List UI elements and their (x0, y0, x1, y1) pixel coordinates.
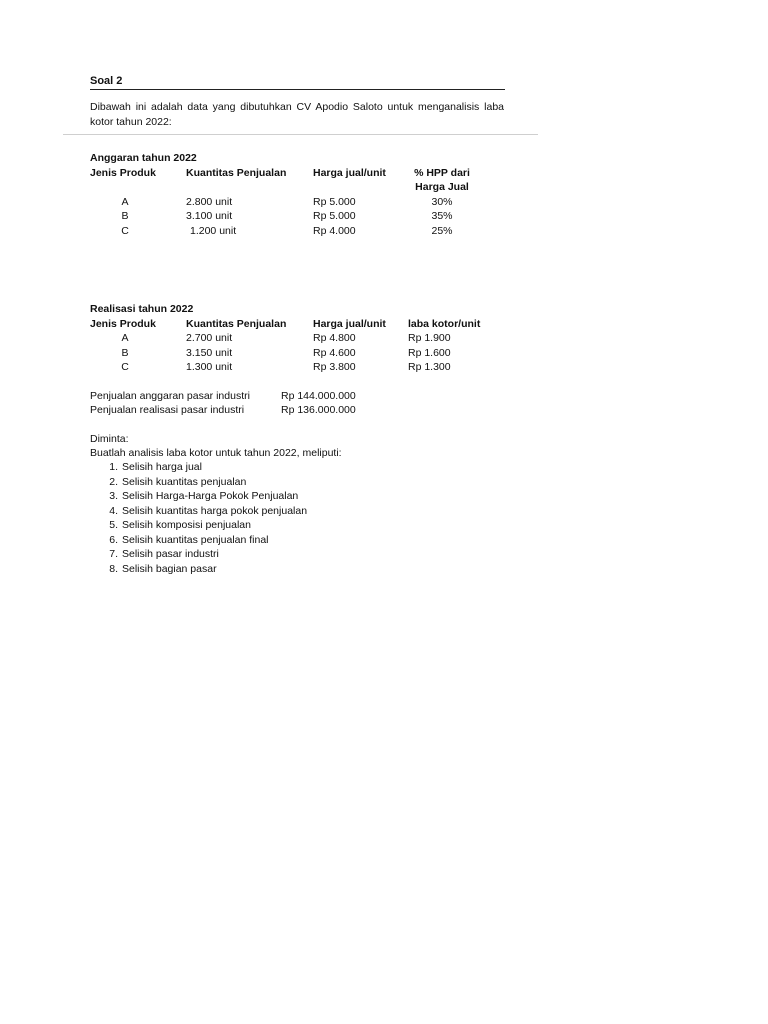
cell-profit: Rp 1.300 (408, 361, 451, 373)
divider (63, 134, 538, 135)
list-number: 6. (109, 533, 118, 546)
header-price: Harga jual/unit (313, 167, 386, 179)
list-text: Selisih kuantitas harga pokok penjualan (122, 504, 308, 517)
cell-quantity: 2.800 unit (186, 196, 233, 208)
intro-paragraph: Dibawah ini adalah data yang dibutuhkan CV Apodio Saloto untuk menganalisis laba kotor tahun 2022: (90, 101, 504, 128)
list-text: Selisih bagian pasar (122, 562, 217, 575)
table-row (0, 346, 768, 360)
list-number: 5. (109, 519, 118, 531)
list-number: 7. (109, 548, 118, 560)
table-row (0, 209, 768, 223)
list-number: 3. (109, 490, 118, 502)
budget-header-row-2 (0, 180, 768, 194)
asked-title: Diminta: (90, 433, 129, 445)
page-title: Soal 2 (90, 74, 505, 90)
budget-header-row (0, 166, 768, 180)
cell-quantity: 1.300 unit (186, 361, 233, 373)
list-item (109, 460, 307, 475)
cell-product: A (121, 196, 129, 208)
realization-title: Realisasi tahun 2022 (90, 303, 194, 315)
task-list (90, 460, 307, 576)
list-item (109, 504, 308, 519)
cell-quantity: 3.100 unit (186, 210, 233, 222)
market-value: Rp 136.000.000 (281, 404, 356, 416)
cell-quantity: 1.200 unit (190, 225, 237, 237)
list-item (109, 547, 307, 562)
cell-hpp: 35% (431, 210, 453, 222)
asked-instruction: Buatlah analisis laba kotor untuk tahun 2022, meliputi: (90, 447, 342, 459)
realization-header-row (0, 317, 768, 331)
header-hpp: % HPP dari (414, 167, 470, 179)
header-product: Jenis Produk (90, 167, 156, 179)
list-number: 2. (109, 475, 118, 488)
cell-quantity: 2.700 unit (186, 332, 233, 344)
cell-price: Rp 4.600 (313, 347, 356, 359)
cell-product: B (121, 347, 129, 359)
header-quantity: Kuantitas Penjualan (186, 318, 287, 330)
cell-price: Rp 3.800 (313, 361, 356, 373)
list-number: 4. (109, 504, 118, 517)
list-text: Selisih kuantitas penjualan (122, 475, 247, 488)
header-price: Harga jual/unit (313, 318, 386, 330)
market-label: Penjualan realisasi pasar industri (90, 404, 245, 416)
header-quantity: Kuantitas Penjualan (186, 167, 287, 179)
cell-profit: Rp 1.600 (408, 347, 451, 359)
budget-title: Anggaran tahun 2022 (90, 152, 197, 164)
list-item (109, 533, 307, 548)
table-row (0, 224, 768, 238)
cell-price: Rp 5.000 (313, 210, 356, 222)
cell-price: Rp 4.800 (313, 332, 356, 344)
list-text: Selisih harga jual (122, 461, 202, 473)
cell-profit: Rp 1.900 (408, 332, 451, 344)
list-text: Selisih Harga-Harga Pokok Penjualan (122, 490, 299, 502)
cell-product: C (121, 225, 129, 237)
list-text: Selisih kuantitas penjualan final (122, 533, 269, 546)
list-item (109, 562, 307, 577)
cell-price: Rp 4.000 (313, 225, 356, 237)
market-row (0, 389, 768, 403)
list-text: Selisih komposisi penjualan (122, 519, 251, 531)
cell-product: A (121, 332, 129, 344)
cell-hpp: 30% (431, 196, 453, 208)
cell-quantity: 3.150 unit (186, 347, 233, 359)
table-row (0, 195, 768, 209)
cell-hpp: 25% (431, 225, 453, 237)
header-hpp-line2: Harga Jual (415, 181, 469, 193)
list-text: Selisih pasar industri (122, 548, 219, 560)
list-number: 8. (109, 562, 118, 575)
header-profit: laba kotor/unit (408, 318, 481, 330)
market-label: Penjualan anggaran pasar industri (90, 390, 250, 402)
cell-price: Rp 5.000 (313, 196, 356, 208)
cell-product: B (121, 210, 129, 222)
table-row (0, 331, 768, 345)
market-value: Rp 144.000.000 (281, 390, 356, 402)
table-row (0, 360, 768, 374)
market-row (0, 403, 768, 417)
header-product: Jenis Produk (90, 318, 156, 330)
list-item (109, 475, 307, 490)
list-item (109, 518, 307, 533)
list-item (109, 489, 307, 504)
cell-product: C (121, 361, 129, 373)
list-number: 1. (109, 461, 118, 473)
